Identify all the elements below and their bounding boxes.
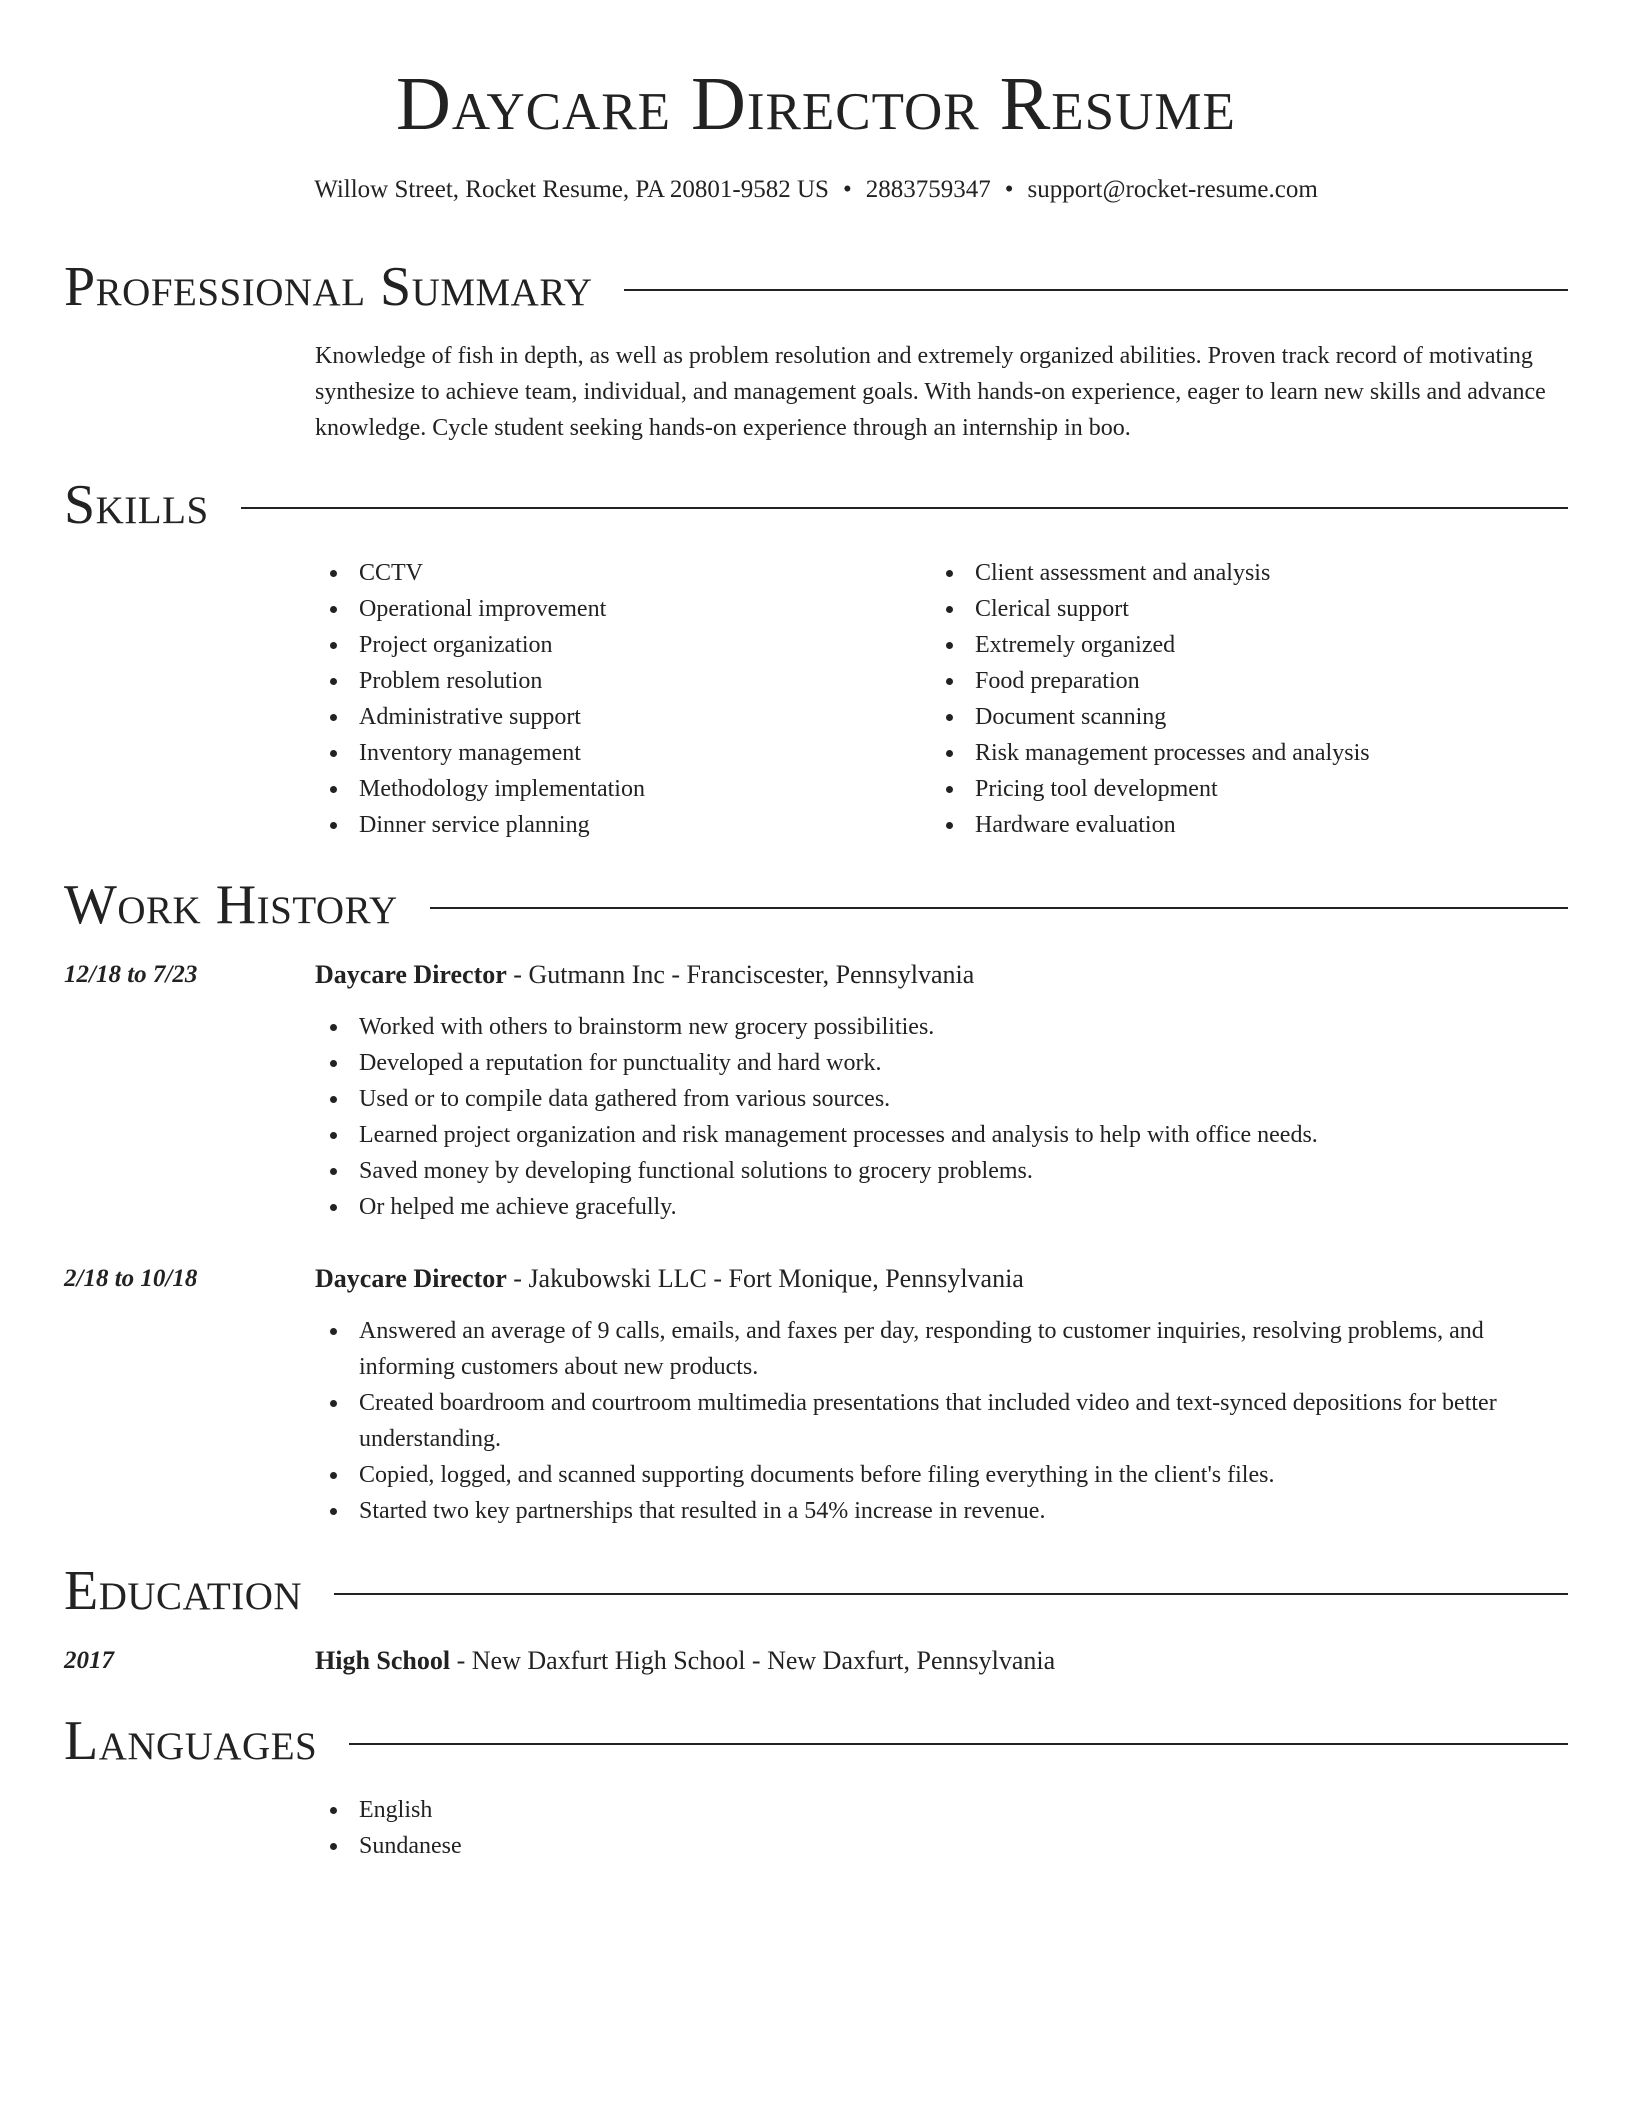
job-bullets — [315, 1009, 1568, 1225]
job-bullets — [315, 1313, 1568, 1529]
job-bullet: Developed a reputation for punctuality and hard work. — [315, 1045, 1568, 1081]
section-divider — [241, 507, 1568, 509]
phone: 2883759347 — [865, 176, 991, 203]
skill-item: Document scanning — [931, 699, 1531, 735]
skill-item: Problem resolution — [315, 663, 915, 699]
section-divider — [624, 289, 1568, 291]
skill-item: Administrative support — [315, 699, 915, 735]
education-line — [315, 1643, 1055, 1679]
skill-item: Methodology implementation — [315, 771, 915, 807]
job-bullet: Created boardroom and courtroom multimedia presentations that included video and text-synced depositions for better understanding. — [315, 1385, 1568, 1457]
section-divider — [349, 1743, 1568, 1745]
skill-item: Client assessment and analysis — [931, 555, 1531, 591]
skill-item: Food preparation — [931, 663, 1531, 699]
section-title: Education — [64, 1560, 303, 1622]
job-bullet: Used or to compile data gathered from various sources. — [315, 1081, 1568, 1117]
email: support@rocket-resume.com — [1027, 176, 1318, 203]
section-divider — [334, 1593, 1568, 1595]
section-divider — [430, 907, 1568, 909]
separator: • — [1004, 176, 1014, 203]
job-employer: - Jakubowski LLC - Fort Monique, Pennsylvania — [506, 1264, 1024, 1293]
education-school: - New Daxfurt High School - New Daxfurt, Pennsylvania — [450, 1646, 1056, 1675]
language-item: English — [315, 1792, 1568, 1828]
education-year: 2017 — [64, 1647, 114, 1674]
section-header-education — [64, 1556, 1568, 1626]
job-title-line — [315, 1261, 1024, 1297]
job-bullet: Copied, logged, and scanned supporting documents before filing everything in the client's files. — [315, 1457, 1568, 1493]
contact-line — [0, 172, 1632, 208]
section-header-skills — [64, 470, 1568, 540]
skill-item: Hardware evaluation — [931, 807, 1531, 843]
job-bullet: Learned project organization and risk management processes and analysis to help with office needs. — [315, 1117, 1568, 1153]
job-employer: - Gutmann Inc - Franciscester, Pennsylvania — [506, 960, 975, 989]
section-title: Languages — [64, 1710, 318, 1772]
skills-list-left — [315, 555, 915, 843]
skill-item: Clerical support — [931, 591, 1531, 627]
job-bullet: Worked with others to brainstorm new grocery possibilities. — [315, 1009, 1568, 1045]
job-position: Daycare Director — [315, 1264, 507, 1293]
summary-text: Knowledge of fish in depth, as well as problem resolution and extremely organized abilities. Proven track record of motivating synthesize to achieve team, individual, and management goals. With hands-on experience, eager to learn new skills and advance knowledge. Cycle student seeking hands-on experience through an internship in boo. — [315, 343, 1546, 441]
job-bullet: Saved money by developing functional solutions to grocery problems. — [315, 1153, 1568, 1189]
skill-item: CCTV — [315, 555, 915, 591]
languages-list — [315, 1792, 1568, 1864]
section-header-work-history — [64, 870, 1568, 940]
job-dates: 2/18 to 10/18 — [64, 1265, 198, 1292]
education-degree: High School — [315, 1646, 451, 1675]
skill-item: Pricing tool development — [931, 771, 1531, 807]
resume-title: Daycare Director Resume — [396, 62, 1236, 146]
job-title-line — [315, 957, 974, 993]
section-title: Professional Summary — [64, 256, 593, 318]
job-bullet: Started two key partnerships that resulted in a 54% increase in revenue. — [315, 1493, 1568, 1529]
skill-item: Dinner service planning — [315, 807, 915, 843]
section-title: Skills — [64, 474, 209, 536]
address: Willow Street, Rocket Resume, PA 20801-9582 US — [314, 176, 829, 203]
job-dates: 12/18 to 7/23 — [64, 961, 198, 988]
separator: • — [842, 176, 852, 203]
skill-item: Project organization — [315, 627, 915, 663]
skill-item: Inventory management — [315, 735, 915, 771]
language-item: Sundanese — [315, 1828, 1568, 1864]
skill-item: Operational improvement — [315, 591, 915, 627]
job-position: Daycare Director — [315, 960, 507, 989]
job-bullet: Answered an average of 9 calls, emails, and faxes per day, responding to customer inquiries, resolving problems, and informing customers about new products. — [315, 1313, 1568, 1385]
job-bullet: Or helped me achieve gracefully. — [315, 1189, 1568, 1225]
section-header-summary — [64, 252, 1568, 322]
section-header-languages — [64, 1706, 1568, 1776]
skill-item: Risk management processes and analysis — [931, 735, 1531, 771]
skills-list-right — [931, 555, 1531, 843]
section-title: Work History — [64, 874, 398, 936]
skill-item: Extremely organized — [931, 627, 1531, 663]
